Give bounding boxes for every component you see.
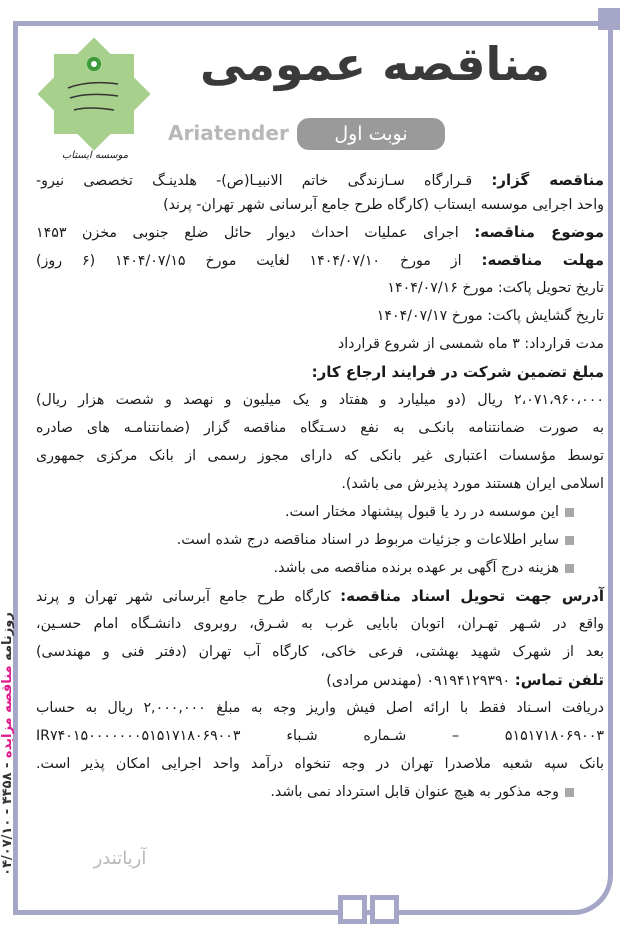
tenderer-label: مناقصه گزار: xyxy=(491,171,604,189)
watermark-persian: آریاتندر xyxy=(93,848,147,869)
phone-value: ۰۹۱۹۴۱۲۹۳۹۰ (مهندس مرادی) xyxy=(326,673,511,689)
newspaper-brand: مناقصه مزایده xyxy=(0,665,15,759)
address-line-3: بعد از شهرک شهید بهشتی، فرعی خاکی، کارگاه آب تهران (دفتر فنی و مهندسی) xyxy=(36,644,604,660)
bullet-text: سایر اطلاعات و جزئیات مربوط در اسناد مناقصه درج شده است. xyxy=(176,532,559,548)
address-value: کارگاه طرح جامع آبرسانی شهر تهران و پرند xyxy=(36,589,331,605)
bullet-text: هزینه درج آگهی بر عهده برنده مناقصه می باشد. xyxy=(273,560,559,576)
payment-line: دریافت اسـناد فقط با ارائه اصل فیش واریز وجه به مبلغ ۲,۰۰۰,۰۰۰ ریال به حساب xyxy=(36,700,604,716)
subject-label: موضوع مناقصه: xyxy=(474,223,604,241)
subject-value: اجرای عملیات احداث دیوار حائل ضلع جنوبی مخزن ۱۴۵۳ xyxy=(36,225,459,241)
phone-line xyxy=(36,666,604,694)
bottom-square-decoration xyxy=(370,895,399,924)
address-line xyxy=(36,582,604,610)
guarantee-line: به صورت ضمانتنامه بانکـی به نفع دسـتگاه مناقصه گزار (ضمانتنامـه های صادره xyxy=(36,420,604,436)
contract-duration: مدت قرارداد: ۳ ماه شمسی از شروع قرارداد xyxy=(337,336,604,352)
newspaper-name: روزنامه xyxy=(0,612,15,661)
tenderer-line xyxy=(36,168,604,193)
round-badge: نوبت اول xyxy=(297,118,445,150)
bullet-text: این موسسه در رد یا قبول پیشنهاد مختار است. xyxy=(285,504,559,520)
opening-date: تاریخ گشایش پاکت: مورخ ۱۴۰۴/۰۷/۱۷ xyxy=(376,308,604,324)
payment-line: ۵۱۵۱۷۱۸۰۶۹۰۰۳ – شـماره شـباء IR۷۴۰۱۵۰۰۰۰۰۰۰۵۱۵۱۷۱۸۰۶۹۰۰۳ xyxy=(36,728,604,744)
delivery-date: تاریخ تحویل پاکت: مورخ ۱۴۰۴/۰۷/۱۶ xyxy=(387,280,604,296)
tenderer-value: قـرارگاه سـازندگی خاتم الانبیـا(ص)- هلدینـگ تخصصی نیرو- xyxy=(36,173,473,189)
page-title: مناقصه عمومی xyxy=(199,37,550,91)
payment-line: بانک سپه شعبه ملاصدرا تهران در وجه تنخواه درآمد واحد اجرایی امکان پذیر است. xyxy=(36,756,604,772)
address-label: آدرس جهت تحویل اسناد مناقصه: xyxy=(340,587,605,605)
guarantee-line: اسلامی ایران هستند مورد پذیرش می باشد). xyxy=(341,476,604,492)
deadline-label: مهلت مناقصه: xyxy=(481,251,604,269)
newspaper-side-strip xyxy=(0,564,18,924)
deadline-value: از مورخ ۱۴۰۴/۰۷/۱۰ لغایت مورخ ۱۴۰۴/۰۷/۱۵ (۶ روز) xyxy=(36,253,462,269)
bullet-item xyxy=(36,554,604,582)
ad-body xyxy=(36,168,604,806)
deadline-line xyxy=(36,246,604,274)
address-line-2: واقع در شـهر تهـران، اتوبان بابایی غرب به شـرق، روبروی دانشـگاه امام حسـین، xyxy=(36,616,604,632)
guarantee-label: مبلغ تضمین شرکت در فرایند ارجاع کار: xyxy=(311,363,604,381)
guarantee-line: توسط مؤسسات اعتباری غیر بانکی که دارای مجوز رسمی از بانک مرکزی جمهوری xyxy=(36,448,604,464)
issue-info: - ۴۴۵۸ - ۰۴/۰۷/۱۰ xyxy=(0,762,15,876)
bullet-square-icon xyxy=(565,536,574,545)
bullet-square-icon xyxy=(565,564,574,573)
watermark-latin: Ariatender xyxy=(168,121,289,145)
organization-logo xyxy=(38,38,150,150)
corner-square-decoration xyxy=(598,8,620,30)
bullet-text: وجه مذکور به هیچ عنوان قابل استرداد نمی باشد. xyxy=(270,784,559,800)
subject-line xyxy=(36,218,604,246)
bullet-square-icon xyxy=(565,508,574,517)
bullet-item xyxy=(36,526,604,554)
guarantee-line: ۲،۰۷۱،۹۶۰،۰۰۰ ریال (دو میلیارد و هفتاد و یک میلیون و نهصد و شصت هزار ریال) xyxy=(36,392,604,408)
logo-caption: موسسه ایستاب xyxy=(61,150,129,161)
phone-label: تلفن تماس: xyxy=(514,671,604,689)
bullet-square-icon xyxy=(565,788,574,797)
bullet-item xyxy=(36,498,604,526)
bullet-item xyxy=(36,778,604,806)
tenderer-line-2: واحد اجرایی موسسه ایستاب (کارگاه طرح جامع آبرسانی شهر تهران- پرند) xyxy=(163,197,604,213)
bottom-square-decoration xyxy=(338,895,367,924)
